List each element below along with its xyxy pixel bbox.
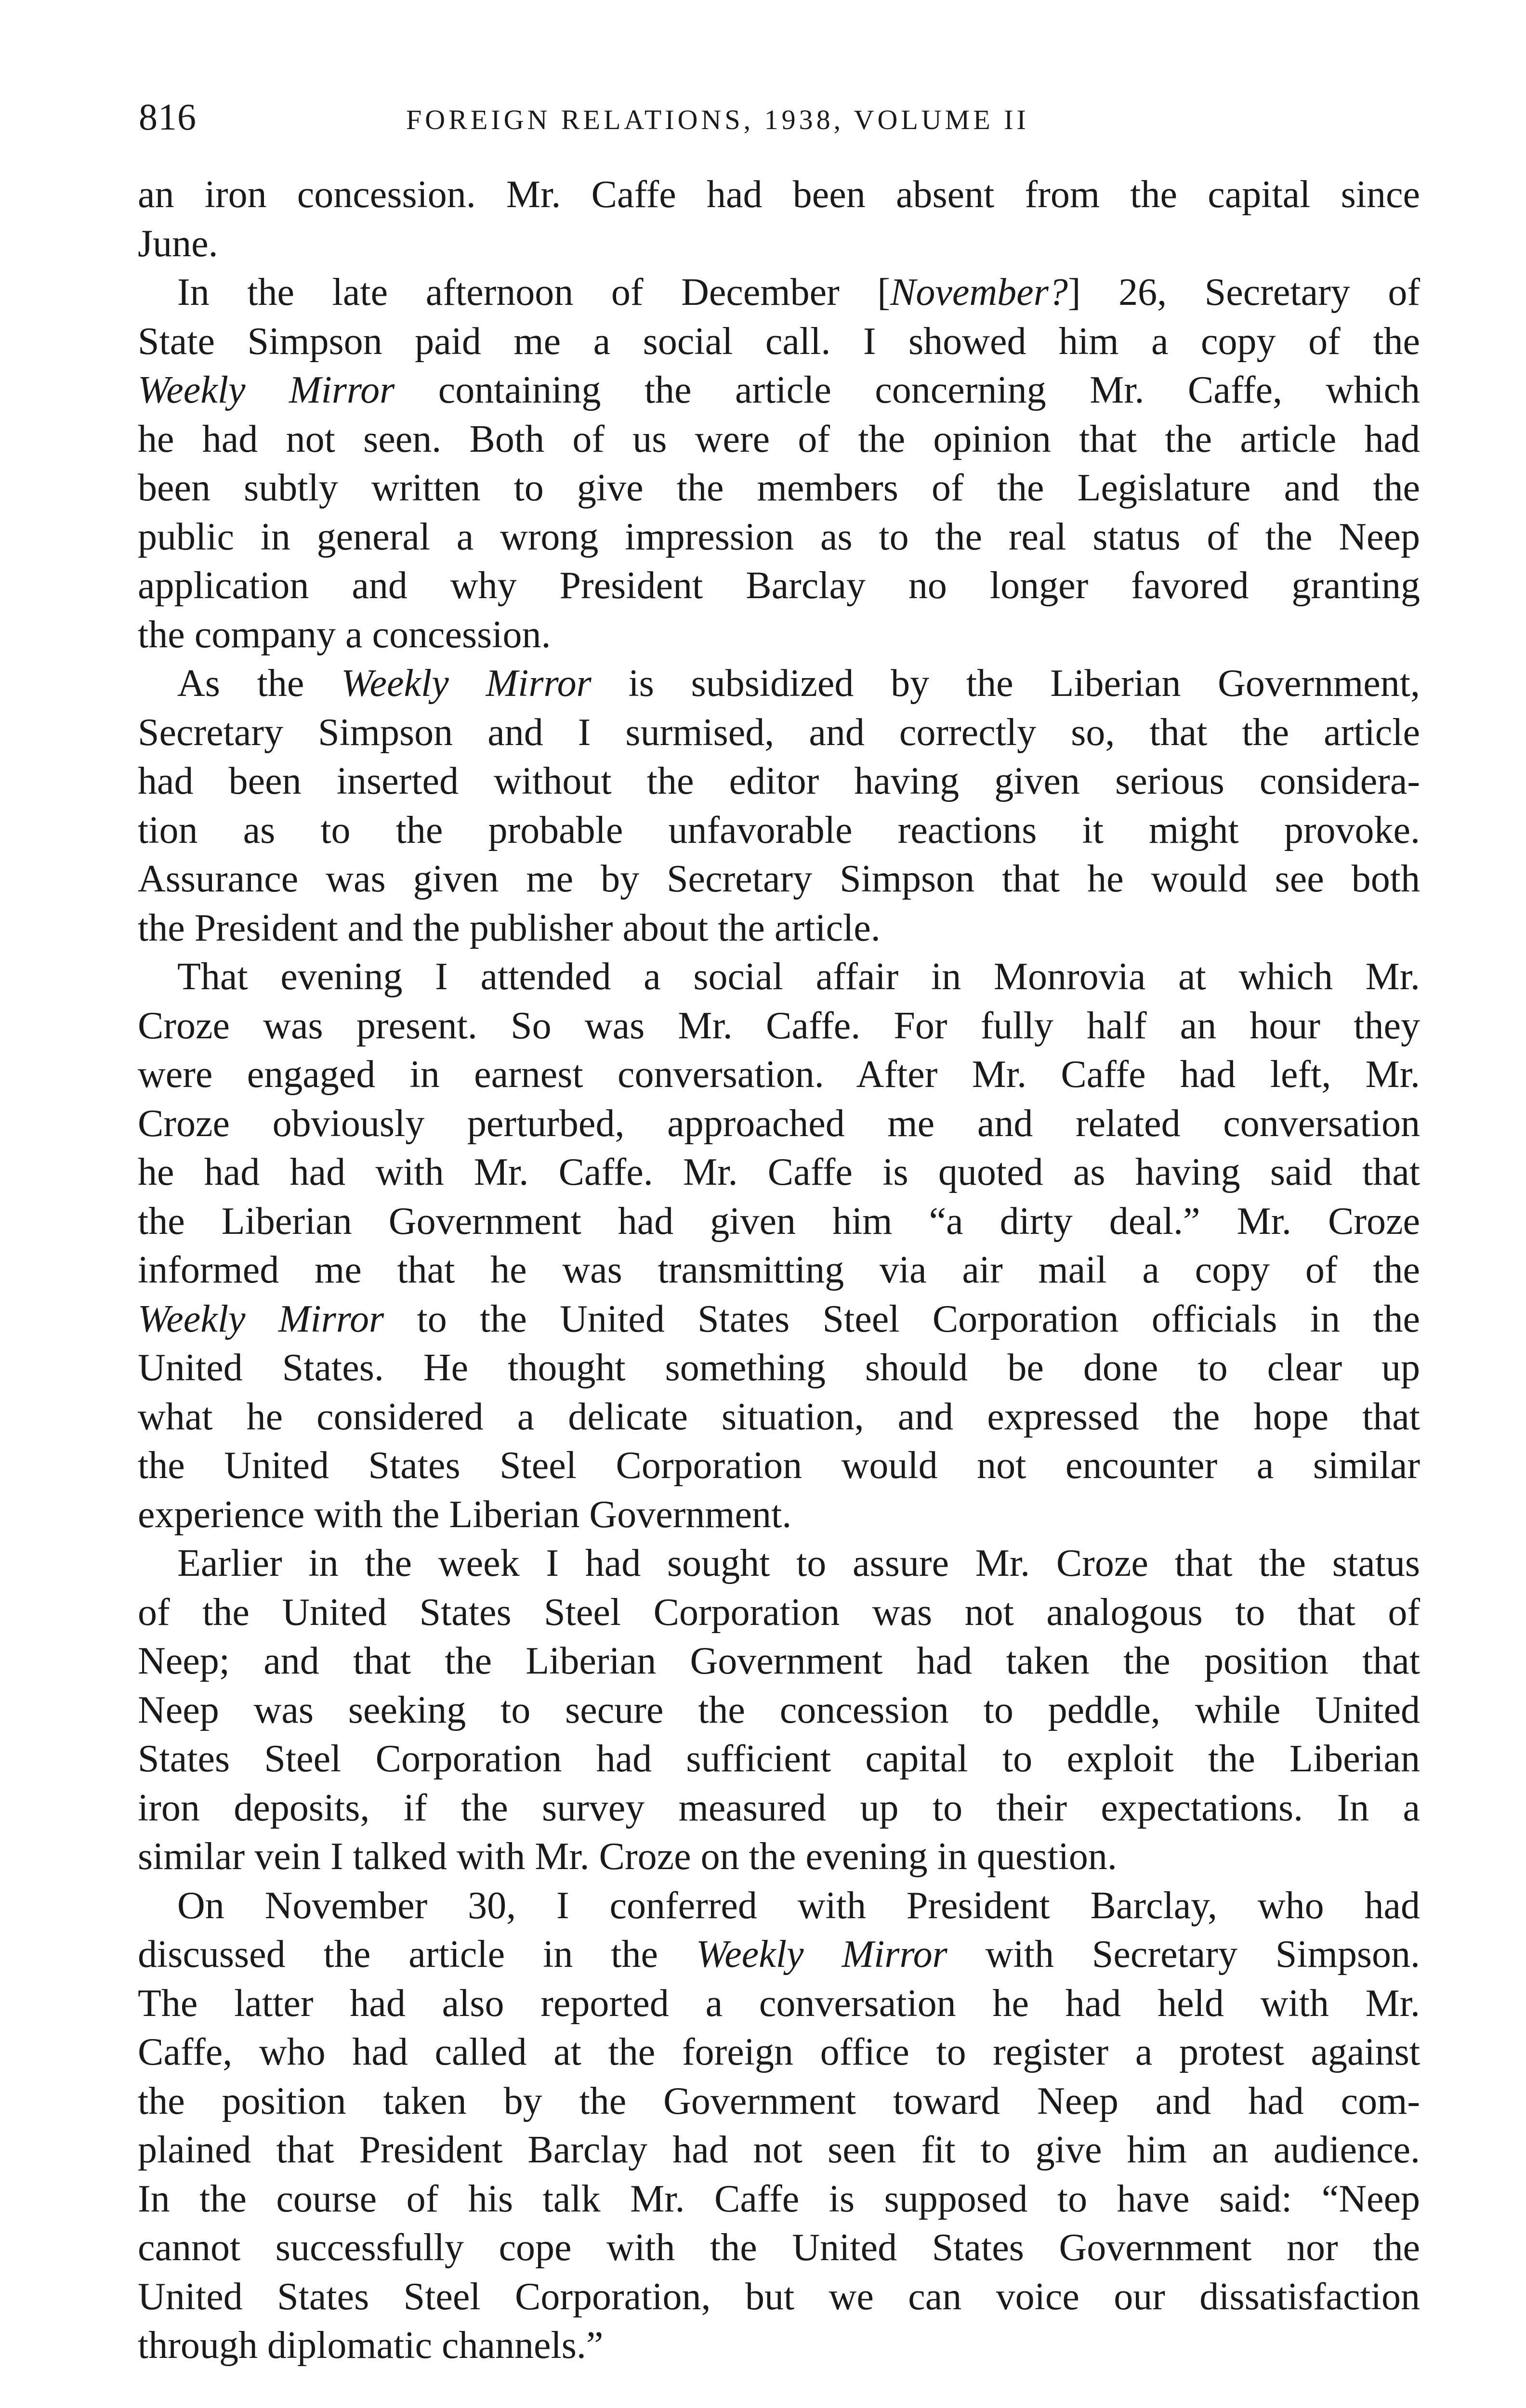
italic-text-segment: Weekly Mirror xyxy=(138,369,395,411)
text-segment: discussed the article in the xyxy=(138,1933,696,1976)
text-segment: informed me that he was transmitting via air mail a copy of the xyxy=(138,1249,1420,1291)
text-segment: That evening I attended a social affair in Monrovia at which Mr. xyxy=(177,955,1420,998)
text-line xyxy=(138,1344,1420,1393)
text-line xyxy=(138,464,1420,513)
text-segment: On November 30, I conferred with President Barclay, who had xyxy=(177,1884,1420,1927)
text-segment: had been inserted without the editor having given serious considera- xyxy=(138,760,1420,802)
text-line xyxy=(138,1882,1420,1931)
text-segment: Caffe, who had called at the foreign office to register a protest against xyxy=(138,2031,1420,2073)
text-segment: States Steel Corporation had sufficient capital to exploit the Liberian xyxy=(138,1738,1420,1780)
text-line xyxy=(138,611,1420,660)
text-line xyxy=(138,1637,1420,1686)
text-line xyxy=(138,1148,1420,1197)
text-line xyxy=(138,1002,1420,1051)
text-line xyxy=(138,415,1420,464)
text-line xyxy=(138,1588,1420,1637)
text-segment: As the xyxy=(177,662,342,705)
text-line xyxy=(138,1246,1420,1295)
text-line xyxy=(138,170,1420,220)
text-segment: United States. He thought something should be done to clear up xyxy=(138,1347,1420,1389)
text-segment: Secretary Simpson and I surmised, and correctly so, that the article xyxy=(138,711,1420,754)
text-segment: an iron concession. Mr. Caffe had been absent from the capital since xyxy=(138,173,1420,216)
text-segment: what he considered a delicate situation, and expressed the hope that xyxy=(138,1395,1420,1438)
text-line xyxy=(138,1441,1420,1491)
text-line xyxy=(138,806,1420,855)
italic-text-segment: November? xyxy=(890,271,1068,314)
text-segment: the President and the publisher about the article. xyxy=(138,906,881,949)
text-segment: he had had with Mr. Caffe. Mr. Caffe is quoted as having said that xyxy=(138,1151,1420,1193)
text-line xyxy=(138,1735,1420,1784)
text-segment: the Liberian Government had given him “a dirty deal.” Mr. Croze xyxy=(138,1200,1420,1243)
text-segment: been subtly written to give the members of the Legislature and the xyxy=(138,467,1420,509)
text-segment: similar vein I talked with Mr. Croze on the evening in question. xyxy=(138,1835,1117,1878)
text-line xyxy=(138,1930,1420,1979)
text-line xyxy=(138,659,1420,708)
text-line xyxy=(138,904,1420,953)
text-segment: the position taken by the Government toward Neep and had com- xyxy=(138,2080,1420,2122)
text-segment: experience with the Liberian Government. xyxy=(138,1493,792,1536)
text-segment: plained that President Barclay had not seen fit to give him an audience. xyxy=(138,2129,1420,2171)
text-line xyxy=(138,2077,1420,2126)
text-line xyxy=(138,708,1420,758)
page-number: 816 xyxy=(139,96,197,138)
text-segment: is subsidized by the Liberian Government, xyxy=(591,662,1420,705)
page-header xyxy=(139,91,1420,144)
text-segment: Assurance was given me by Secretary Simpson that he would see both xyxy=(138,858,1420,900)
body-text xyxy=(138,170,1420,2370)
text-segment: the company a concession. xyxy=(138,613,551,656)
text-line xyxy=(138,757,1420,806)
text-segment: tion as to the probable unfavorable reactions it might provoke. xyxy=(138,809,1420,851)
text-line xyxy=(138,1539,1420,1588)
text-line xyxy=(138,513,1420,562)
text-segment: Neep; and that the Liberian Government had taken the position that xyxy=(138,1640,1420,1682)
text-segment: public in general a wrong impression as to the real status of the Neep xyxy=(138,515,1420,558)
text-line xyxy=(138,268,1420,317)
text-segment: application and why President Barclay no longer favored granting xyxy=(138,564,1420,607)
italic-text-segment: Weekly Mirror xyxy=(341,662,592,705)
text-segment: United States Steel Corporation, but we can voice our dissatisfaction xyxy=(138,2275,1420,2318)
text-segment: State Simpson paid me a social call. I showed him a copy of the xyxy=(138,320,1420,363)
text-line xyxy=(138,317,1420,366)
text-line xyxy=(138,1784,1420,1833)
text-segment: The latter had also reported a conversation he had held with Mr. xyxy=(138,1982,1420,2025)
text-line xyxy=(138,1491,1420,1540)
text-line xyxy=(138,1050,1420,1099)
text-line xyxy=(138,366,1420,415)
text-segment: he had not seen. Both of us were of the opinion that the article had xyxy=(138,418,1420,460)
text-line xyxy=(138,2321,1420,2370)
text-line xyxy=(138,2224,1420,2273)
text-segment: iron deposits, if the survey measured up to their expectations. In a xyxy=(138,1786,1420,1829)
text-line xyxy=(138,2028,1420,2077)
text-line xyxy=(138,1686,1420,1735)
text-segment: with Secretary Simpson. xyxy=(947,1933,1420,1976)
text-line xyxy=(138,1393,1420,1442)
text-line xyxy=(138,220,1420,269)
text-line xyxy=(138,562,1420,611)
text-segment: June. xyxy=(138,222,218,265)
text-segment: the United States Steel Corporation would not encounter a similar xyxy=(138,1444,1420,1487)
text-segment: of the United States Steel Corporation was not analogous to that of xyxy=(138,1591,1420,1634)
text-line xyxy=(138,2175,1420,2224)
text-segment: In the late afternoon of December [ xyxy=(177,271,891,314)
text-segment: Neep was seeking to secure the concession to peddle, while United xyxy=(138,1688,1420,1731)
text-line xyxy=(138,953,1420,1002)
running-head: FOREIGN RELATIONS, 1938, VOLUME II xyxy=(406,104,1029,135)
text-line xyxy=(138,2273,1420,2322)
text-segment: Croze obviously perturbed, approached me and related conversation xyxy=(138,1102,1420,1145)
text-line xyxy=(138,1197,1420,1246)
text-line xyxy=(138,1295,1420,1344)
text-segment: cannot successfully cope with the United States Government nor the xyxy=(138,2226,1420,2269)
text-segment: containing the article concerning Mr. Caffe, which xyxy=(395,369,1420,411)
text-segment: Earlier in the week I had sought to assure Mr. Croze that the status xyxy=(177,1542,1420,1584)
text-line xyxy=(138,1832,1420,1882)
text-line xyxy=(138,855,1420,904)
text-segment: Croze was present. So was Mr. Caffe. For fully half an hour they xyxy=(138,1004,1420,1047)
italic-text-segment: Weekly Mirror xyxy=(696,1933,947,1976)
text-line xyxy=(138,1099,1420,1149)
text-segment: to the United States Steel Corporation officials in the xyxy=(384,1297,1420,1340)
text-segment: through diplomatic channels.” xyxy=(138,2324,604,2367)
text-line xyxy=(138,2126,1420,2175)
text-segment: ] 26, Secretary of xyxy=(1067,271,1420,314)
text-line xyxy=(138,1979,1420,2028)
text-segment: were engaged in earnest conversation. After Mr. Caffe had left, Mr. xyxy=(138,1053,1420,1096)
italic-text-segment: Weekly Mirror xyxy=(138,1297,384,1340)
text-segment: In the course of his talk Mr. Caffe is supposed to have said: “Neep xyxy=(138,2177,1420,2220)
